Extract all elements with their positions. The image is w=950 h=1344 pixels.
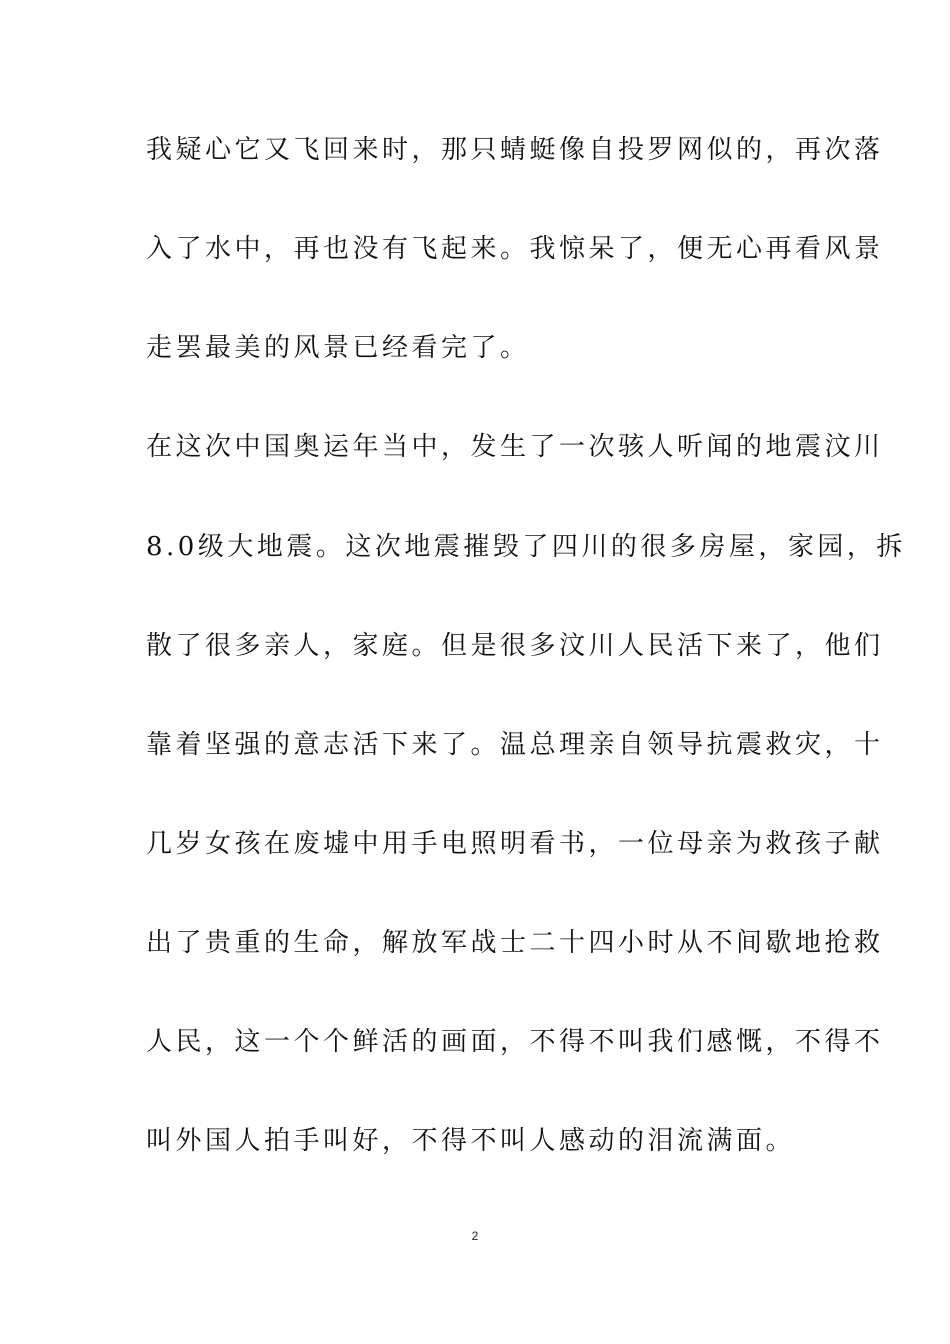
text-line-1: 我疑心它又飞回来时，那只蜻蜓像自投罗网似的，再次落	[146, 135, 884, 165]
text-line-10: 人民，这一个个鲜活的画面，不得不叫我们感慨，不得不	[146, 1027, 884, 1057]
text-line-5: 8.0级大地震。这次地震摧毁了四川的很多房屋，家园，拆	[146, 532, 906, 562]
text-line-6: 散了很多亲人，家庭。但是很多汶川人民活下来了，他们	[146, 631, 884, 661]
page-number: 2	[471, 1229, 479, 1243]
text-line-7: 靠着坚强的意志活下来了。温总理亲自领导抗震救灾，十	[146, 730, 884, 760]
text-line-8: 几岁女孩在废墟中用手电照明看书，一位母亲为救孩子献	[146, 829, 884, 859]
text-line-11: 叫外国人拍手叫好，不得不叫人感动的泪流满面。	[146, 1126, 796, 1156]
text-line-3: 走罢最美的风景已经看完了。	[146, 333, 530, 363]
text-line-4: 在这次中国奥运年当中，发生了一次骇人听闻的地震汶川	[146, 432, 884, 462]
text-line-2: 入了水中，再也没有飞起来。我惊呆了，便无心再看风景	[146, 234, 884, 264]
text-line-9: 出了贵重的生命，解放军战士二十四小时从不间歇地抢救	[146, 928, 884, 958]
